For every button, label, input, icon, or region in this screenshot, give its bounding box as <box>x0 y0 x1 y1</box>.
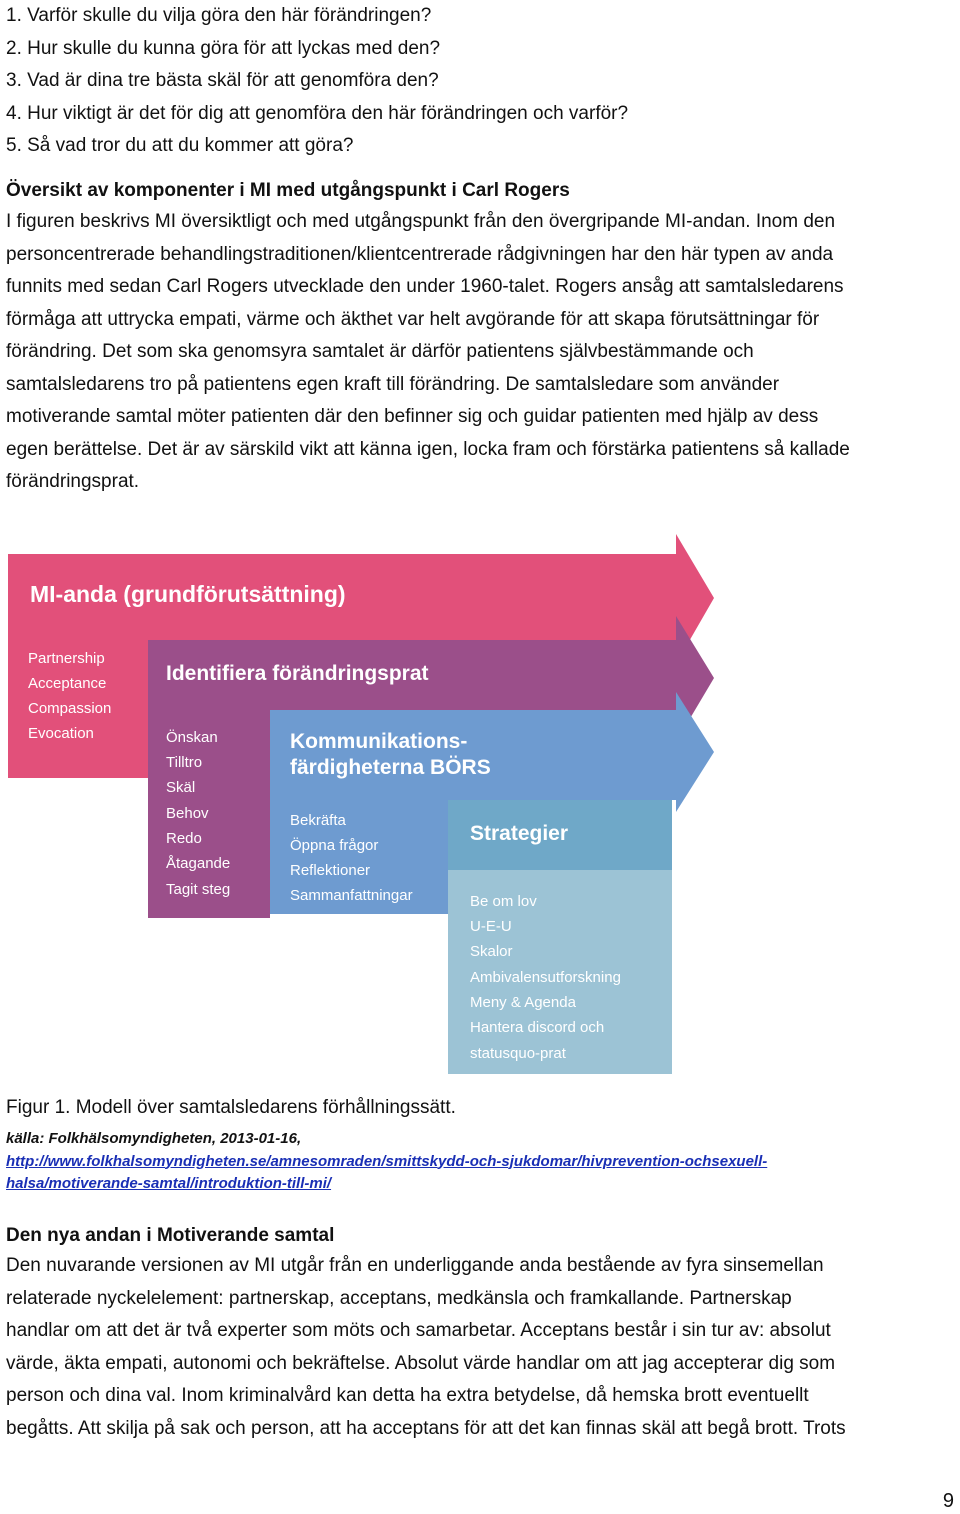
question-item: 5. Så vad tror du att du kommer att göra? <box>6 135 354 156</box>
strategies-title: Strategier <box>470 822 569 845</box>
paragraph-line: förändringsprat. <box>6 471 140 492</box>
change-talk-item: Behov <box>166 805 209 822</box>
oars-item: Bekräfta <box>290 812 346 829</box>
page-number: 9 <box>942 1490 954 1512</box>
figure-caption: Figur 1. Modell över samtalsledarens förhållningssätt. <box>6 1097 456 1118</box>
source-label: källa: Folkhälsomyndigheten, 2013-01-16, <box>6 1130 302 1147</box>
paragraph-line: Den nuvarande versionen av MI utgår från en underliggande anda bestående av fyra sinsemellan <box>6 1255 824 1276</box>
strategies-layer <box>448 800 672 1074</box>
source-link[interactable]: http://www.folkhalsomyndigheten.se/amnesomraden/smittskydd-och-sjukdomar/hivprevention-ochsexuell- <box>6 1152 768 1170</box>
change-talk-item: Önskan <box>166 729 218 746</box>
paragraph-line: värde, äkta empati, autonomi och bekräftelse. Absolut värde handlar om att jag accepterar dig som <box>6 1352 836 1374</box>
mi-spirit-item: Acceptance <box>28 675 107 692</box>
paragraph-line: samtalsledarens tro på patientens egen kraft till förändring. De samtalsledare som använder <box>6 373 780 395</box>
change-talk-title: Identifiera förändringsprat <box>166 662 429 685</box>
strategies-item: Skalor <box>470 943 513 960</box>
new-spirit-paragraph <box>6 1250 956 1445</box>
change-talk-item: Redo <box>166 830 202 847</box>
paragraph-line: person och dina val. Inom kriminalvård kan detta ha extra betydelse, då hemska brott eventuellt <box>6 1385 809 1406</box>
source-link[interactable]: halsa/motiverande-samtal/introduktion-till-mi/ <box>6 1175 332 1192</box>
question-item: 3. Vad är dina tre bästa skäl för att genomföra den? <box>6 70 439 91</box>
paragraph-line: förmåga att uttrycka empati, värme och äkthet var helt avgörande för att skapa förutsättningar för <box>6 308 820 330</box>
paragraph-line: begåtts. Att skilja på sak och person, att ha acceptans för att det kan finnas skäl att begå brott. Trots <box>6 1417 846 1439</box>
oars-item: Öppna frågor <box>290 837 379 854</box>
strategies-item: Meny & Agenda <box>470 994 576 1011</box>
paragraph-line: funnits med sedan Carl Rogers utvecklade den under 1960-talet. Rogers ansåg att samtalsledarens <box>6 276 844 297</box>
change-talk-item: Skäl <box>166 779 196 796</box>
question-item: 2. Hur skulle du kunna göra för att lyckas med den? <box>6 37 441 59</box>
figure-source <box>6 1128 767 1196</box>
strategies-item: Hantera discord och <box>470 1019 605 1036</box>
overview-paragraph <box>6 206 956 499</box>
paragraph-line: motiverande samtal möter patienten där den befinner sig och guidar patienten med hjälp av dess <box>6 406 819 427</box>
paragraph-line: egen berättelse. Det är av särskild vikt att känna igen, locka fram och förstärka patientens så kallade <box>6 438 850 460</box>
paragraph-line: förändring. Det som ska genomsyra samtalet är därför patientens självbestämmande och <box>6 341 754 362</box>
mi-spirit-item: Compassion <box>28 700 112 717</box>
paragraph-line: personcentrerade behandlingstraditionen/klientcentrerade rådgivningen har den här typen av anda <box>6 243 834 265</box>
paragraph-line: relaterade nyckelelement: partnerskap, acceptans, medkänsla och framkallande. Partnerskap <box>6 1287 792 1309</box>
strategies-item: Be om lov <box>470 893 537 910</box>
change-talk-item: Åtagande <box>166 855 231 872</box>
mi-model-figure <box>0 530 720 1080</box>
question-list <box>6 0 628 163</box>
mi-spirit-item: Evocation <box>28 725 94 742</box>
section-heading-new-spirit: Den nya andan i Motiverande samtal <box>6 1225 335 1246</box>
change-talk-item: Tilltro <box>166 754 203 771</box>
paragraph-line: handlar om att det är två experter som möts och samarbetar. Acceptans består i sin tur av: absolut <box>6 1320 831 1341</box>
strategies-item: U-E-U <box>470 918 512 935</box>
question-item: 4. Hur viktigt är det för dig att genomföra den här förändringen och varför? <box>6 102 629 124</box>
mi-spirit-title: MI-anda (grundförutsättning) <box>30 581 346 607</box>
strategies-item: Ambivalensutforskning <box>470 969 621 986</box>
mi-spirit-item: Partnership <box>28 650 105 667</box>
paragraph-line: I figuren beskrivs MI översiktligt och med utgångspunkt från den övergripande MI-andan. Inom den <box>6 211 836 232</box>
oars-title: Kommunikations- <box>290 730 468 753</box>
strategies-item: statusquo-prat <box>470 1045 566 1062</box>
oars-item: Reflektioner <box>290 862 371 879</box>
oars-item: Sammanfattningar <box>290 887 413 904</box>
question-item: 1. Varför skulle du vilja göra den här förändringen? <box>6 5 432 26</box>
change-talk-item: Tagit steg <box>166 881 231 898</box>
section-heading-overview: Översikt av komponenter i MI med utgångspunkt i Carl Rogers <box>6 180 570 201</box>
oars-title: färdigheterna BÖRS <box>290 756 491 779</box>
